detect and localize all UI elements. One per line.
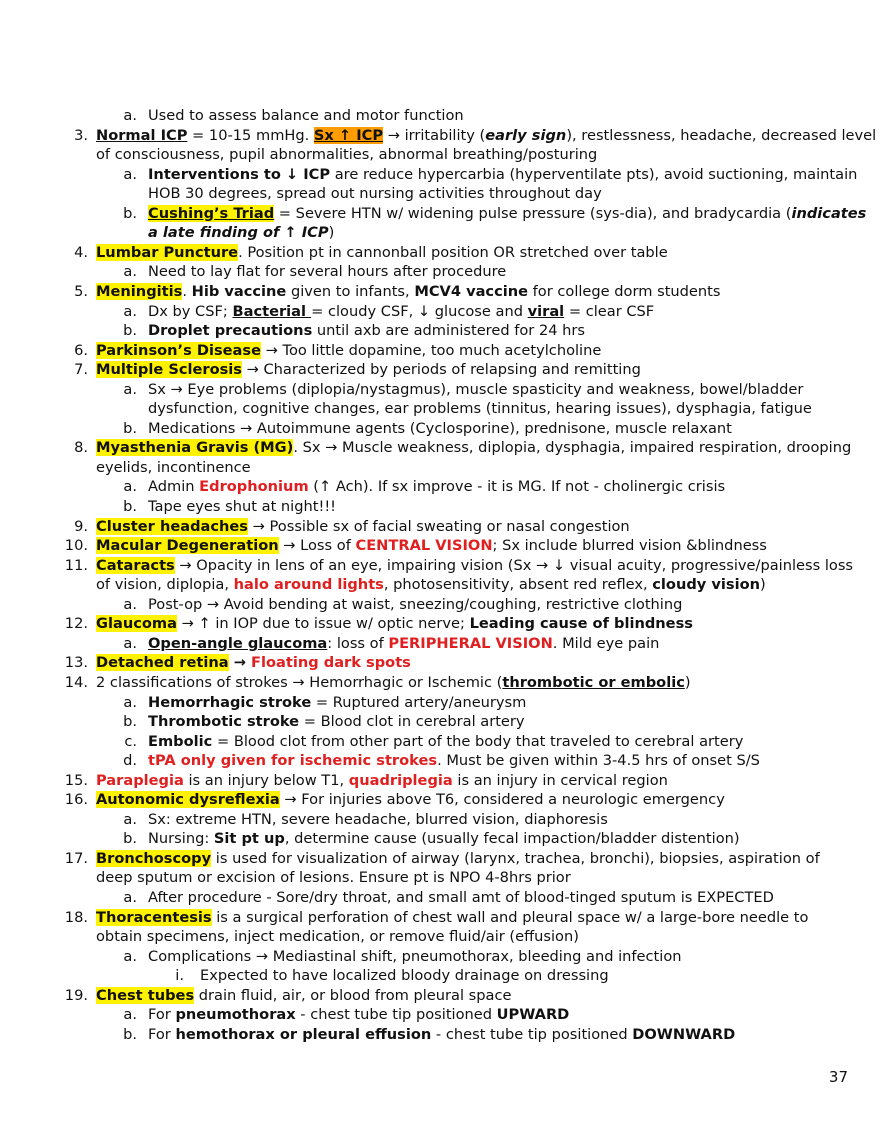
text-line bbox=[96, 126, 876, 146]
text-segment: = Blood clot from other part of the body that traveled to cerebral artery bbox=[212, 732, 744, 750]
highlighted-term: Cataracts bbox=[96, 556, 175, 574]
highlighted-term: Cluster headaches bbox=[96, 517, 248, 535]
text-segment: (↑ Ach). If sx improve - it is MG. If not - cholinergic crisis bbox=[308, 478, 726, 496]
list-marker: b. bbox=[123, 713, 137, 731]
text-line bbox=[96, 243, 668, 263]
text-line bbox=[96, 360, 641, 380]
text-segment: = clear CSF bbox=[564, 302, 655, 320]
text-line bbox=[148, 1025, 735, 1045]
highlighted-term: Chest tubes bbox=[96, 986, 195, 1004]
text-segment: Leading cause of blindness bbox=[469, 615, 693, 633]
text-segment: Tape eyes shut at night!!! bbox=[148, 498, 337, 515]
text-segment: Expected to have localized bloody drainage on dressing bbox=[200, 967, 609, 985]
text-segment: Admin bbox=[148, 478, 200, 496]
text-segment: Nursing: bbox=[148, 830, 214, 848]
text-line bbox=[96, 849, 820, 869]
text-segment: of vision, diplopia, bbox=[96, 576, 234, 594]
text-segment: Hib vaccine bbox=[191, 282, 287, 300]
text-line bbox=[148, 165, 857, 185]
list-marker: a. bbox=[123, 889, 137, 906]
list-marker: 13. bbox=[64, 654, 88, 672]
emphasized-term: halo around lights bbox=[233, 576, 384, 594]
highlighted-term: Myasthenia Gravis (MG) bbox=[96, 439, 294, 457]
text-segment: obtain specimens, inject medication, or remove fluid/air (effusion) bbox=[96, 928, 579, 946]
text-segment: MCV4 vaccine bbox=[414, 282, 529, 300]
highlighted-term: Sx ↑ ICP bbox=[313, 126, 384, 144]
highlighted-term: Thoracentesis bbox=[96, 908, 212, 926]
text-segment: → Loss of bbox=[278, 537, 356, 555]
text-segment: DOWNWARD bbox=[632, 1025, 736, 1043]
text-segment: ) bbox=[684, 673, 691, 691]
text-line bbox=[96, 458, 251, 478]
text-segment: drain fluid, air, or blood from pleural space bbox=[194, 986, 512, 1004]
text-segment: Embolic bbox=[148, 732, 213, 750]
text-line bbox=[148, 204, 866, 224]
text-segment: Medications → Autoimmune agents (Cyclosporine), prednisone, muscle relaxant bbox=[148, 419, 732, 437]
list-marker: 18. bbox=[64, 908, 88, 926]
text-segment: is an injury in cervical region bbox=[452, 771, 668, 789]
text-segment: → Possible sx of facial sweating or nasal congestion bbox=[248, 517, 630, 535]
list-marker: 7. bbox=[74, 361, 88, 379]
list-marker: a. bbox=[123, 1006, 137, 1024]
text-line bbox=[148, 106, 464, 126]
list-marker: a. bbox=[123, 693, 137, 711]
text-line bbox=[96, 556, 853, 576]
text-segment: is a surgical perforation of chest wall and pleural space w/ a large-bore needle to bbox=[211, 908, 809, 926]
text-line bbox=[148, 888, 774, 908]
text-segment: . bbox=[182, 282, 192, 300]
emphasized-term: Floating dark spots bbox=[251, 654, 411, 672]
text-line bbox=[148, 947, 682, 967]
text-segment: HOB 30 degrees, spread out nursing activities throughout day bbox=[148, 185, 602, 203]
text-segment: early sign bbox=[485, 126, 567, 144]
text-line bbox=[148, 712, 525, 732]
text-segment: of consciousness, pupil abnormalities, abnormal breathing/posturing bbox=[96, 146, 598, 164]
text-segment: Open-angle glaucoma bbox=[148, 634, 328, 652]
text-line bbox=[96, 673, 691, 693]
list-marker: b. bbox=[123, 419, 137, 437]
list-marker: 6. bbox=[74, 341, 88, 359]
text-segment: = Blood clot in cerebral artery bbox=[299, 713, 525, 731]
text-line bbox=[96, 517, 630, 537]
text-segment: ; Sx include blurred vision &blindness bbox=[492, 537, 767, 555]
list-marker: d. bbox=[123, 752, 137, 770]
list-marker: 5. bbox=[74, 282, 88, 300]
text-line bbox=[96, 908, 808, 928]
highlighted-term: Multiple Sclerosis bbox=[96, 361, 242, 379]
highlighted-term: Bronchoscopy bbox=[96, 849, 212, 867]
text-line bbox=[148, 302, 654, 322]
text-segment: → irritability ( bbox=[383, 126, 486, 144]
highlighted-term: Macular Degeneration bbox=[96, 537, 279, 555]
text-line bbox=[96, 790, 725, 810]
list-marker: 19. bbox=[64, 986, 88, 1004]
text-line bbox=[96, 341, 601, 361]
emphasized-term: tPA only given for ischemic strokes bbox=[148, 752, 438, 770]
text-segment: Dx by CSF; bbox=[148, 302, 233, 320]
list-marker: i. bbox=[175, 967, 184, 985]
text-segment: → Too little dopamine, too much acetylcholine bbox=[261, 341, 602, 359]
text-segment: - chest tube tip positioned bbox=[295, 1006, 497, 1024]
text-segment: thrombotic or embolic bbox=[502, 673, 685, 691]
text-segment: - chest tube tip positioned bbox=[431, 1025, 633, 1043]
list-marker: 11. bbox=[64, 556, 88, 574]
text-segment: hemothorax or pleural effusion bbox=[175, 1025, 432, 1043]
text-segment: for college dorm students bbox=[528, 282, 721, 300]
text-segment: , determine cause (usually fecal impaction/bladder distention) bbox=[284, 830, 740, 848]
highlighted-term: Detached retina bbox=[96, 654, 229, 672]
text-line bbox=[148, 634, 659, 654]
highlighted-term: Parkinson’s Disease bbox=[96, 341, 261, 359]
highlighted-term: Autonomic dysreflexia bbox=[96, 791, 280, 809]
list-marker: a. bbox=[123, 107, 137, 124]
text-segment: cloudy vision bbox=[652, 576, 761, 594]
text-segment: = Ruptured artery/aneurysm bbox=[311, 693, 527, 711]
emphasized-term: quadriplegia bbox=[348, 771, 453, 789]
list-marker: b. bbox=[123, 1025, 137, 1043]
text-line bbox=[148, 1005, 569, 1025]
text-segment: Used to assess balance and motor function bbox=[148, 107, 464, 124]
text-segment: indicates bbox=[791, 204, 867, 222]
text-line bbox=[148, 829, 740, 849]
text-segment: For bbox=[148, 1006, 176, 1024]
highlighted-term: Glaucoma bbox=[96, 615, 177, 633]
emphasized-term: PERIPHERAL VISION bbox=[388, 634, 553, 652]
text-line bbox=[96, 282, 720, 302]
text-line bbox=[148, 693, 526, 713]
text-line bbox=[200, 966, 609, 986]
text-segment: = cloudy CSF, ↓ glucose and bbox=[311, 302, 528, 320]
text-line bbox=[148, 380, 803, 400]
text-segment: ) bbox=[760, 576, 766, 594]
text-segment: Post-op → Avoid bending at waist, sneezing/coughing, restrictive clothing bbox=[148, 595, 683, 613]
text-segment: Bacterial bbox=[232, 302, 312, 320]
text-segment: Interventions to ↓ ICP bbox=[148, 165, 331, 183]
text-segment: . Sx → Muscle weakness, diplopia, dysphagia, impaired respiration, drooping bbox=[293, 439, 852, 457]
text-segment: For bbox=[148, 1025, 176, 1043]
text-line bbox=[96, 536, 767, 556]
text-segment: , photosensitivity, absent red reflex, bbox=[383, 576, 653, 594]
text-line bbox=[96, 986, 511, 1006]
text-segment: . Must be given within 3-4.5 hrs of onset S/S bbox=[437, 752, 760, 770]
emphasized-term: Paraplegia bbox=[96, 771, 184, 789]
text-segment: Need to lay flat for several hours after procedure bbox=[148, 263, 507, 281]
text-line bbox=[148, 810, 608, 830]
text-segment: deep sputum or excision of lesions. Ensure pt is NPO 4-8hrs prior bbox=[96, 869, 571, 887]
list-marker: b. bbox=[123, 830, 137, 848]
text-segment: → Characterized by periods of relapsing and remitting bbox=[241, 361, 641, 379]
text-segment: → Opacity in lens of an eye, impairing vision (Sx → ↓ visual acuity, progressive/painless loss bbox=[174, 556, 854, 574]
text-segment: = 10-15 mmHg. bbox=[187, 126, 314, 144]
text-line bbox=[148, 262, 506, 282]
text-segment: Complications → Mediastinal shift, pneumothorax, bleeding and infection bbox=[148, 947, 682, 965]
text-segment: until axb are administered for 24 hrs bbox=[312, 322, 586, 340]
list-marker: b. bbox=[123, 204, 137, 222]
list-marker: 8. bbox=[74, 439, 88, 457]
text-segment: dysfunction, cognitive changes, ear problems (tinnitus, hearing issues), dysphagia, fatigue bbox=[148, 400, 812, 418]
text-line bbox=[96, 927, 579, 947]
highlighted-term: Meningitis bbox=[96, 282, 183, 300]
list-marker: a. bbox=[123, 263, 137, 281]
list-marker: 16. bbox=[64, 791, 88, 809]
text-segment: . Mild eye pain bbox=[552, 634, 660, 652]
text-segment: UPWARD bbox=[496, 1006, 570, 1024]
text-line bbox=[148, 497, 336, 517]
list-marker: 10. bbox=[64, 537, 88, 555]
text-line bbox=[148, 184, 602, 204]
text-segment: ) bbox=[328, 224, 335, 242]
list-marker: c. bbox=[124, 732, 137, 750]
text-segment: 2 classifications of strokes → Hemorrhagic or Ischemic ( bbox=[96, 673, 503, 691]
highlighted-term: Cushing’s Triad bbox=[148, 204, 275, 222]
text-line bbox=[148, 321, 585, 341]
text-line bbox=[148, 223, 334, 243]
list-marker: 14. bbox=[64, 673, 88, 691]
text-segment: Droplet precautions bbox=[148, 322, 313, 340]
text-segment: → For injuries above T6, considered a neurologic emergency bbox=[279, 791, 725, 809]
list-marker: 3. bbox=[74, 126, 88, 144]
list-marker: a. bbox=[123, 478, 137, 496]
list-marker: a. bbox=[123, 165, 137, 183]
list-marker: 12. bbox=[64, 615, 88, 633]
text-segment: Thrombotic stroke bbox=[148, 713, 300, 731]
list-marker: b. bbox=[123, 322, 137, 340]
list-marker: 15. bbox=[64, 771, 88, 789]
list-marker: a. bbox=[123, 380, 137, 398]
list-marker: a. bbox=[123, 634, 137, 652]
text-segment: eyelids, incontinence bbox=[96, 458, 251, 476]
emphasized-term: Edrophonium bbox=[199, 478, 309, 496]
text-segment: Sx → Eye problems (diplopia/nystagmus), muscle spasticity and weakness, bowel/bladder bbox=[148, 380, 804, 398]
list-marker: a. bbox=[123, 947, 137, 965]
text-segment: pneumothorax bbox=[175, 1006, 296, 1024]
text-segment: is an injury below T1, bbox=[183, 771, 349, 789]
text-line bbox=[148, 732, 743, 752]
text-segment: → ↑ in IOP due to issue w/ optic nerve; bbox=[176, 615, 470, 633]
text-segment: → bbox=[228, 654, 252, 672]
text-segment: ), restlessness, headache, decreased level bbox=[566, 126, 877, 144]
list-marker: 17. bbox=[64, 849, 88, 867]
text-segment: . Position pt in cannonball position OR stretched over table bbox=[238, 243, 668, 261]
list-marker: a. bbox=[123, 595, 137, 613]
text-line bbox=[148, 419, 732, 439]
text-segment: After procedure - Sore/dry throat, and small amt of blood-tinged sputum is EXPECTED bbox=[148, 889, 774, 906]
page-number: 37 bbox=[828, 1068, 848, 1086]
text-segment: : loss of bbox=[327, 634, 389, 652]
text-segment: viral bbox=[527, 302, 565, 320]
text-line bbox=[148, 477, 725, 497]
text-line bbox=[148, 399, 812, 419]
text-line bbox=[96, 653, 411, 673]
text-segment: a late finding of ↑ ICP bbox=[148, 224, 329, 242]
list-marker: 9. bbox=[74, 517, 88, 535]
text-line bbox=[96, 145, 597, 165]
text-line bbox=[96, 614, 693, 634]
text-segment: Sx: extreme HTN, severe headache, blurred vision, diaphoresis bbox=[148, 810, 608, 828]
text-segment: is used for visualization of airway (larynx, trachea, bronchi), biopsies, aspiration of bbox=[211, 849, 820, 867]
list-marker: b. bbox=[123, 498, 137, 515]
list-marker: a. bbox=[123, 810, 137, 828]
text-segment: Sit pt up bbox=[213, 830, 285, 848]
text-line bbox=[96, 438, 851, 458]
text-segment: given to infants, bbox=[286, 282, 415, 300]
text-line bbox=[96, 575, 766, 595]
text-segment: Hemorrhagic stroke bbox=[148, 693, 312, 711]
text-segment: Normal ICP bbox=[96, 126, 188, 144]
list-marker: a. bbox=[123, 302, 137, 320]
text-segment: are reduce hypercarbia (hyperventilate pts), avoid suctioning, maintain bbox=[330, 165, 858, 183]
text-line bbox=[148, 595, 682, 615]
list-marker: 4. bbox=[74, 243, 88, 261]
text-segment: = Severe HTN w/ widening pulse pressure (sys-dia), and bradycardia ( bbox=[274, 204, 792, 222]
text-line bbox=[148, 751, 760, 771]
text-line bbox=[96, 771, 668, 791]
highlighted-term: Lumbar Puncture bbox=[96, 243, 239, 261]
emphasized-term: CENTRAL VISION bbox=[355, 537, 493, 555]
text-line bbox=[96, 868, 571, 888]
